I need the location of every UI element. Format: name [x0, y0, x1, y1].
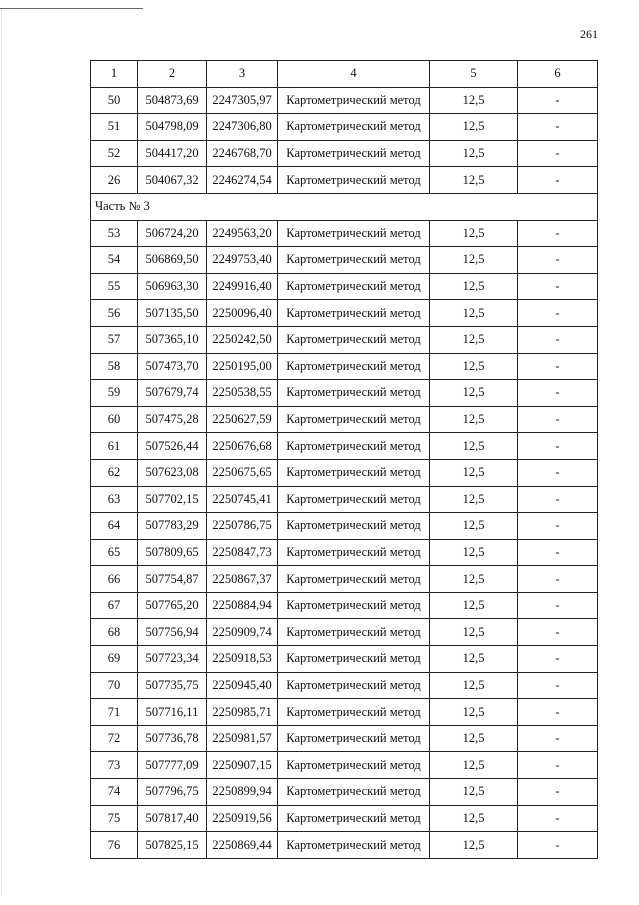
table-cell: 2250745,41 — [207, 486, 278, 513]
table-cell: 2250899,94 — [207, 779, 278, 806]
table-cell: 12,5 — [430, 699, 518, 726]
table-cell: - — [518, 273, 598, 300]
table-row — [91, 326, 598, 353]
table-cell: 57 — [91, 326, 138, 353]
table-cell: 53 — [91, 220, 138, 247]
table-cell: 12,5 — [430, 247, 518, 274]
table-cell: 507817,40 — [138, 805, 207, 832]
table-cell: 51 — [91, 114, 138, 141]
table-cell: 67 — [91, 592, 138, 619]
table-cell: 507777,09 — [138, 752, 207, 779]
table-cell: - — [518, 353, 598, 380]
table-cell: 61 — [91, 433, 138, 460]
section-row — [91, 193, 598, 220]
table-cell: 2250981,57 — [207, 725, 278, 752]
table-cell: 56 — [91, 300, 138, 327]
table-cell: 12,5 — [430, 114, 518, 141]
table-cell: 2250676,68 — [207, 433, 278, 460]
table-cell: Картометрический метод — [278, 380, 430, 407]
table-cell: 68 — [91, 619, 138, 646]
table-cell: 73 — [91, 752, 138, 779]
table-cell: 65 — [91, 539, 138, 566]
table-cell: 507736,78 — [138, 725, 207, 752]
table-cell: Картометрический метод — [278, 832, 430, 859]
table-cell: 507526,44 — [138, 433, 207, 460]
table-cell: 504798,09 — [138, 114, 207, 141]
table-cell: 63 — [91, 486, 138, 513]
table-cell: 12,5 — [430, 273, 518, 300]
table-row — [91, 832, 598, 859]
table-cell: 12,5 — [430, 406, 518, 433]
table-cell: 70 — [91, 672, 138, 699]
header-cell: 4 — [278, 61, 430, 88]
table-cell: Картометрический метод — [278, 513, 430, 540]
table-cell: 12,5 — [430, 459, 518, 486]
table-cell: 12,5 — [430, 353, 518, 380]
header-cell: 3 — [207, 61, 278, 88]
table-cell: 2250919,56 — [207, 805, 278, 832]
page-number: 261 — [580, 27, 598, 41]
table-cell: 2250884,94 — [207, 592, 278, 619]
table-cell: Картометрический метод — [278, 646, 430, 673]
table-cell: 58 — [91, 353, 138, 380]
table-cell: 507475,28 — [138, 406, 207, 433]
table-cell: - — [518, 380, 598, 407]
table-cell: - — [518, 779, 598, 806]
table-cell: 2249916,40 — [207, 273, 278, 300]
table-cell: 12,5 — [430, 619, 518, 646]
table-cell: - — [518, 699, 598, 726]
table-row — [91, 247, 598, 274]
table-cell: Картометрический метод — [278, 539, 430, 566]
table-cell: 507756,94 — [138, 619, 207, 646]
table-row — [91, 699, 598, 726]
table-cell: 507796,75 — [138, 779, 207, 806]
table-cell: 12,5 — [430, 832, 518, 859]
table-cell: 12,5 — [430, 380, 518, 407]
table-row — [91, 513, 598, 540]
table-cell: - — [518, 566, 598, 593]
table-cell: 12,5 — [430, 433, 518, 460]
table-cell: 2250907,15 — [207, 752, 278, 779]
table-cell: 2246768,70 — [207, 140, 278, 167]
table-cell: 12,5 — [430, 592, 518, 619]
page-edge — [1, 10, 2, 895]
table-cell: 507809,65 — [138, 539, 207, 566]
table-cell: 12,5 — [430, 300, 518, 327]
table-cell: - — [518, 433, 598, 460]
table-cell: 506963,30 — [138, 273, 207, 300]
table-row — [91, 433, 598, 460]
table-cell: 55 — [91, 273, 138, 300]
table-cell: - — [518, 513, 598, 540]
header-row — [91, 61, 598, 88]
table-cell: 507716,11 — [138, 699, 207, 726]
table-cell: - — [518, 805, 598, 832]
table-cell: 74 — [91, 779, 138, 806]
table-cell: 2250195,00 — [207, 353, 278, 380]
table-cell: 2247305,97 — [207, 87, 278, 114]
table-cell: 507754,87 — [138, 566, 207, 593]
table-cell: - — [518, 646, 598, 673]
table-row — [91, 87, 598, 114]
table-cell: 59 — [91, 380, 138, 407]
header-cell: 1 — [91, 61, 138, 88]
table-cell: 2250869,44 — [207, 832, 278, 859]
table-cell: - — [518, 752, 598, 779]
table-cell: 12,5 — [430, 725, 518, 752]
table-cell: 76 — [91, 832, 138, 859]
table-cell: Картометрический метод — [278, 326, 430, 353]
table-cell: - — [518, 300, 598, 327]
table-row — [91, 300, 598, 327]
table-cell: 506724,20 — [138, 220, 207, 247]
table-cell: 2250627,59 — [207, 406, 278, 433]
table-row — [91, 167, 598, 194]
table-row — [91, 486, 598, 513]
table-cell: 2249753,40 — [207, 247, 278, 274]
table-cell: 12,5 — [430, 87, 518, 114]
header-cell: 6 — [518, 61, 598, 88]
table-cell: - — [518, 326, 598, 353]
table-cell: 2250985,71 — [207, 699, 278, 726]
table-row — [91, 140, 598, 167]
table-cell: Картометрический метод — [278, 273, 430, 300]
header-cell: 5 — [430, 61, 518, 88]
table-cell: 507765,20 — [138, 592, 207, 619]
table-row — [91, 353, 598, 380]
table-cell: 2250909,74 — [207, 619, 278, 646]
table-cell: 54 — [91, 247, 138, 274]
table-cell: - — [518, 672, 598, 699]
table-cell: 507735,75 — [138, 672, 207, 699]
table-cell: 75 — [91, 805, 138, 832]
table-cell: Картометрический метод — [278, 619, 430, 646]
table-cell: 12,5 — [430, 486, 518, 513]
table-cell: 504067,32 — [138, 167, 207, 194]
table-cell: 12,5 — [430, 539, 518, 566]
table-cell: Картометрический метод — [278, 406, 430, 433]
table-cell: 50 — [91, 87, 138, 114]
table-cell: Картометрический метод — [278, 486, 430, 513]
table-cell: 12,5 — [430, 140, 518, 167]
table-cell: 12,5 — [430, 167, 518, 194]
table-cell: 507702,15 — [138, 486, 207, 513]
table-cell: - — [518, 140, 598, 167]
table-cell: - — [518, 592, 598, 619]
table-cell: - — [518, 832, 598, 859]
table-cell: 12,5 — [430, 805, 518, 832]
table-cell: 12,5 — [430, 672, 518, 699]
table-cell: 72 — [91, 725, 138, 752]
table-cell: Картометрический метод — [278, 87, 430, 114]
table-cell: 507623,08 — [138, 459, 207, 486]
header-cell: 2 — [138, 61, 207, 88]
table-cell: 2250867,37 — [207, 566, 278, 593]
table-cell: 12,5 — [430, 220, 518, 247]
table-row — [91, 619, 598, 646]
table-cell: 2249563,20 — [207, 220, 278, 247]
table-cell: 2250538,55 — [207, 380, 278, 407]
table-cell: Картометрический метод — [278, 672, 430, 699]
table-cell: - — [518, 539, 598, 566]
table-row — [91, 114, 598, 141]
table-cell: 504417,20 — [138, 140, 207, 167]
table-cell: 2250786,75 — [207, 513, 278, 540]
table-row — [91, 725, 598, 752]
table-cell: Картометрический метод — [278, 140, 430, 167]
table-cell: Картометрический метод — [278, 725, 430, 752]
table-cell: - — [518, 725, 598, 752]
table-cell: 2247306,80 — [207, 114, 278, 141]
table-cell: 507825,15 — [138, 832, 207, 859]
table-row — [91, 220, 598, 247]
table-cell: 2250675,65 — [207, 459, 278, 486]
table-cell: 71 — [91, 699, 138, 726]
table-cell: 12,5 — [430, 779, 518, 806]
table-cell: Картометрический метод — [278, 220, 430, 247]
table-row — [91, 539, 598, 566]
table-cell: Картометрический метод — [278, 433, 430, 460]
top-rule — [0, 8, 143, 9]
table-cell: Картометрический метод — [278, 114, 430, 141]
table-cell: 2250945,40 — [207, 672, 278, 699]
table-cell: Картометрический метод — [278, 699, 430, 726]
table-cell: 2250918,53 — [207, 646, 278, 673]
table-row — [91, 566, 598, 593]
table-row — [91, 459, 598, 486]
table-cell: - — [518, 167, 598, 194]
table-cell: 60 — [91, 406, 138, 433]
table-cell: - — [518, 459, 598, 486]
table-row — [91, 752, 598, 779]
coordinates-table — [90, 60, 598, 859]
table-cell: - — [518, 619, 598, 646]
table-cell: 12,5 — [430, 752, 518, 779]
table-cell: 12,5 — [430, 646, 518, 673]
coordinates-table-body — [91, 61, 598, 859]
table-cell: 62 — [91, 459, 138, 486]
table-cell: Картометрический метод — [278, 247, 430, 274]
table-cell: Картометрический метод — [278, 353, 430, 380]
table-row — [91, 805, 598, 832]
table-cell: 12,5 — [430, 566, 518, 593]
table-cell: 2250096,40 — [207, 300, 278, 327]
table-cell: 52 — [91, 140, 138, 167]
table-row — [91, 273, 598, 300]
table-cell: Картометрический метод — [278, 592, 430, 619]
table-cell: 504873,69 — [138, 87, 207, 114]
table-cell: 506869,50 — [138, 247, 207, 274]
table-cell: 12,5 — [430, 513, 518, 540]
table-cell: 507365,10 — [138, 326, 207, 353]
table-cell: 26 — [91, 167, 138, 194]
table-cell: 12,5 — [430, 326, 518, 353]
table-cell: - — [518, 220, 598, 247]
table-row — [91, 406, 598, 433]
table-row — [91, 592, 598, 619]
table-cell: 2250242,50 — [207, 326, 278, 353]
table-cell: 2246274,54 — [207, 167, 278, 194]
table-cell: 507135,50 — [138, 300, 207, 327]
table-cell: - — [518, 486, 598, 513]
table-row — [91, 779, 598, 806]
table-cell: Картометрический метод — [278, 300, 430, 327]
table-row — [91, 380, 598, 407]
table-cell: Картометрический метод — [278, 167, 430, 194]
table-cell: 507679,74 — [138, 380, 207, 407]
table-cell: - — [518, 87, 598, 114]
table-cell: 64 — [91, 513, 138, 540]
table-cell: - — [518, 247, 598, 274]
table-row — [91, 672, 598, 699]
table-cell: Картометрический метод — [278, 459, 430, 486]
table-cell: Картометрический метод — [278, 805, 430, 832]
table-cell: Картометрический метод — [278, 779, 430, 806]
table-cell: 507723,34 — [138, 646, 207, 673]
table-cell: 507783,29 — [138, 513, 207, 540]
table-cell: 2250847,73 — [207, 539, 278, 566]
table-cell: 69 — [91, 646, 138, 673]
section-label: Часть № 3 — [91, 193, 598, 220]
table-cell: 66 — [91, 566, 138, 593]
table-cell: 507473,70 — [138, 353, 207, 380]
table-cell: - — [518, 114, 598, 141]
table-cell: - — [518, 406, 598, 433]
table-row — [91, 646, 598, 673]
table-cell: Картометрический метод — [278, 752, 430, 779]
table-cell: Картометрический метод — [278, 566, 430, 593]
